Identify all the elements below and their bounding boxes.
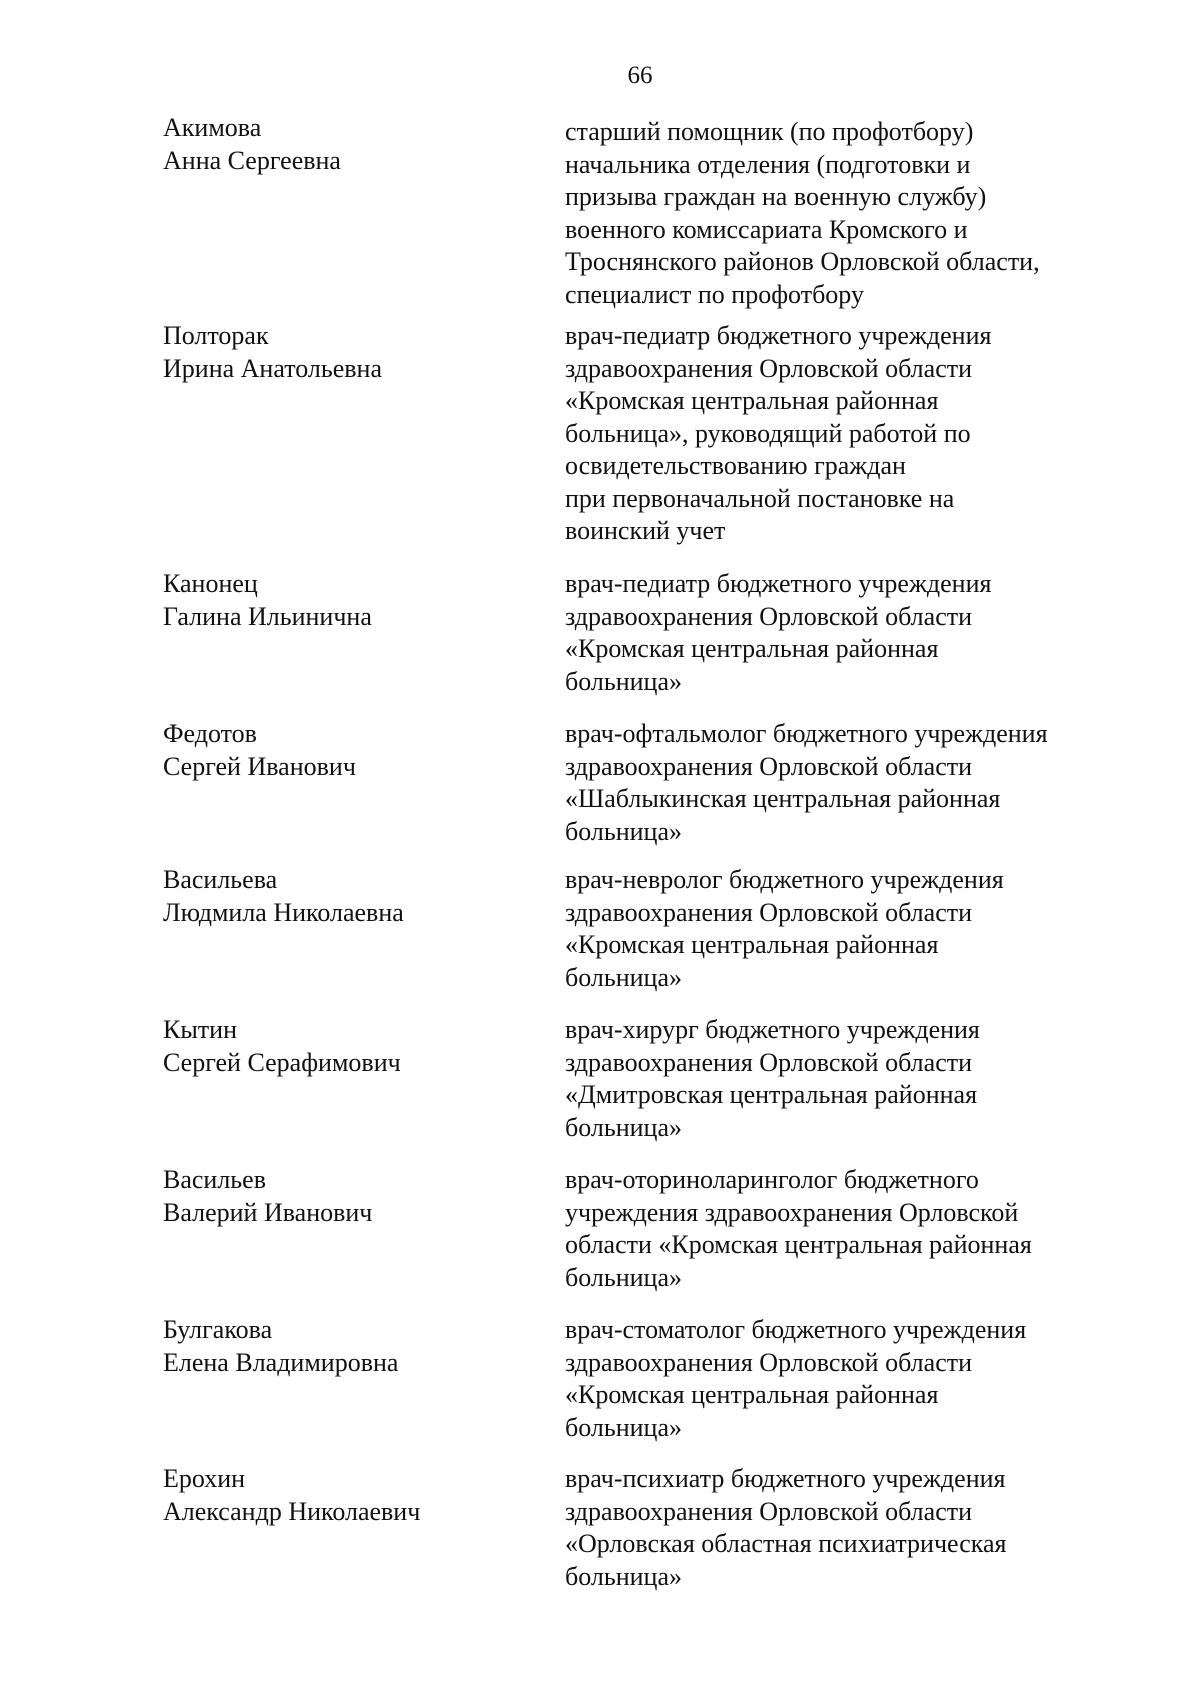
member-surname: Кытин <box>163 1015 238 1044</box>
position-line: «Кромская центральная районная <box>565 1380 939 1409</box>
member-surname: Васильева <box>163 865 278 894</box>
member-position <box>565 320 1125 548</box>
member-name <box>163 112 523 177</box>
position-line: врач-оториноларинголог бюджетного <box>565 1165 979 1194</box>
position-line: освидетельствованию граждан <box>565 451 906 480</box>
member-given-names: Анна Сергеевна <box>163 145 341 175</box>
position-line: врач-педиатр бюджетного учреждения <box>565 321 992 350</box>
member-surname: Полторак <box>163 321 269 350</box>
position-line: специалист по профотбору <box>565 279 864 309</box>
position-line: здравоохранения Орловской области <box>565 601 973 631</box>
position-line: здравоохранения Орловской области <box>565 1496 973 1526</box>
position-line: Троснянского районов Орловской области, <box>565 247 1040 276</box>
position-line: врач-невролог бюджетного учреждения <box>565 865 1004 894</box>
member-name <box>163 718 523 783</box>
member-given-names: Валерий Иванович <box>163 1197 373 1227</box>
member-position <box>565 864 1125 994</box>
member-given-names: Ирина Анатольевна <box>163 353 382 383</box>
member-name <box>163 1463 523 1528</box>
position-line: воинский учет <box>565 516 726 545</box>
member-name <box>163 864 523 929</box>
position-line: больница» <box>565 1112 682 1142</box>
member-position <box>565 1164 1125 1294</box>
position-line: больница» <box>565 1561 682 1591</box>
member-name <box>163 1314 523 1379</box>
position-line: больница» <box>565 1412 682 1442</box>
position-line: врач-хирург бюджетного учреждения <box>565 1015 980 1044</box>
member-surname: Ерохин <box>163 1464 246 1493</box>
position-line: больница» <box>565 1262 682 1292</box>
position-line: врач-стоматолог бюджетного учреждения <box>565 1315 1027 1344</box>
member-given-names: Людмила Николаевна <box>163 897 404 927</box>
page-number: 66 <box>627 62 653 89</box>
position-line: врач-психиатр бюджетного учреждения <box>565 1464 1006 1493</box>
member-surname: Акимова <box>163 113 262 142</box>
member-position <box>565 1314 1125 1444</box>
position-line: военного комиссариата Кромского и <box>565 214 968 244</box>
position-line: больница» <box>565 962 682 992</box>
member-given-names: Сергей Иванович <box>163 751 356 781</box>
member-position <box>565 718 1125 848</box>
member-position <box>565 1014 1125 1144</box>
position-line: здравоохранения Орловской области <box>565 353 973 383</box>
position-line: «Кромская центральная районная <box>565 930 939 959</box>
position-line: здравоохранения Орловской области <box>565 897 973 927</box>
member-surname: Федотов <box>163 719 257 748</box>
position-line: области «Кромская центральная районная <box>565 1230 1032 1259</box>
position-line: больница» <box>565 816 682 846</box>
position-line: учреждения здравоохранения Орловской <box>565 1197 1019 1227</box>
position-line: «Дмитровская центральная районная <box>565 1080 978 1109</box>
position-line: здравоохранения Орловской области <box>565 1347 973 1377</box>
member-given-names: Александр Николаевич <box>163 1496 421 1526</box>
position-line: «Орловская областная психиатрическая <box>565 1529 1007 1558</box>
member-surname: Васильев <box>163 1165 266 1194</box>
position-line: начальника отделения (подготовки и <box>565 149 971 179</box>
member-name <box>163 320 523 385</box>
position-line: старший помощник (по профотбору) <box>565 117 974 146</box>
member-name <box>163 568 523 633</box>
position-line: «Шаблыкинская центральная районная <box>565 784 1001 813</box>
member-position <box>565 568 1125 698</box>
member-position <box>565 1463 1125 1593</box>
member-surname: Канонец <box>163 569 258 598</box>
member-given-names: Сергей Серафимович <box>163 1047 401 1077</box>
position-line: врач-педиатр бюджетного учреждения <box>565 569 992 598</box>
position-line: здравоохранения Орловской области <box>565 751 973 781</box>
position-line: здравоохранения Орловской области <box>565 1047 973 1077</box>
position-line: «Кромская центральная районная <box>565 386 939 415</box>
member-given-names: Елена Владимировна <box>163 1347 399 1377</box>
position-line: больница» <box>565 666 682 696</box>
member-surname: Булгакова <box>163 1315 273 1344</box>
position-line: призыва граждан на военную службу) <box>565 182 987 211</box>
position-line: больница», руководящий работой по <box>565 418 971 448</box>
member-given-names: Галина Ильинична <box>163 601 372 631</box>
member-name <box>163 1014 523 1079</box>
position-line: при первоначальной постановке на <box>565 483 955 513</box>
member-position <box>565 116 1125 311</box>
position-line: врач-офтальмолог бюджетного учреждения <box>565 719 1048 748</box>
position-line: «Кромская центральная районная <box>565 634 939 663</box>
member-name <box>163 1164 523 1229</box>
